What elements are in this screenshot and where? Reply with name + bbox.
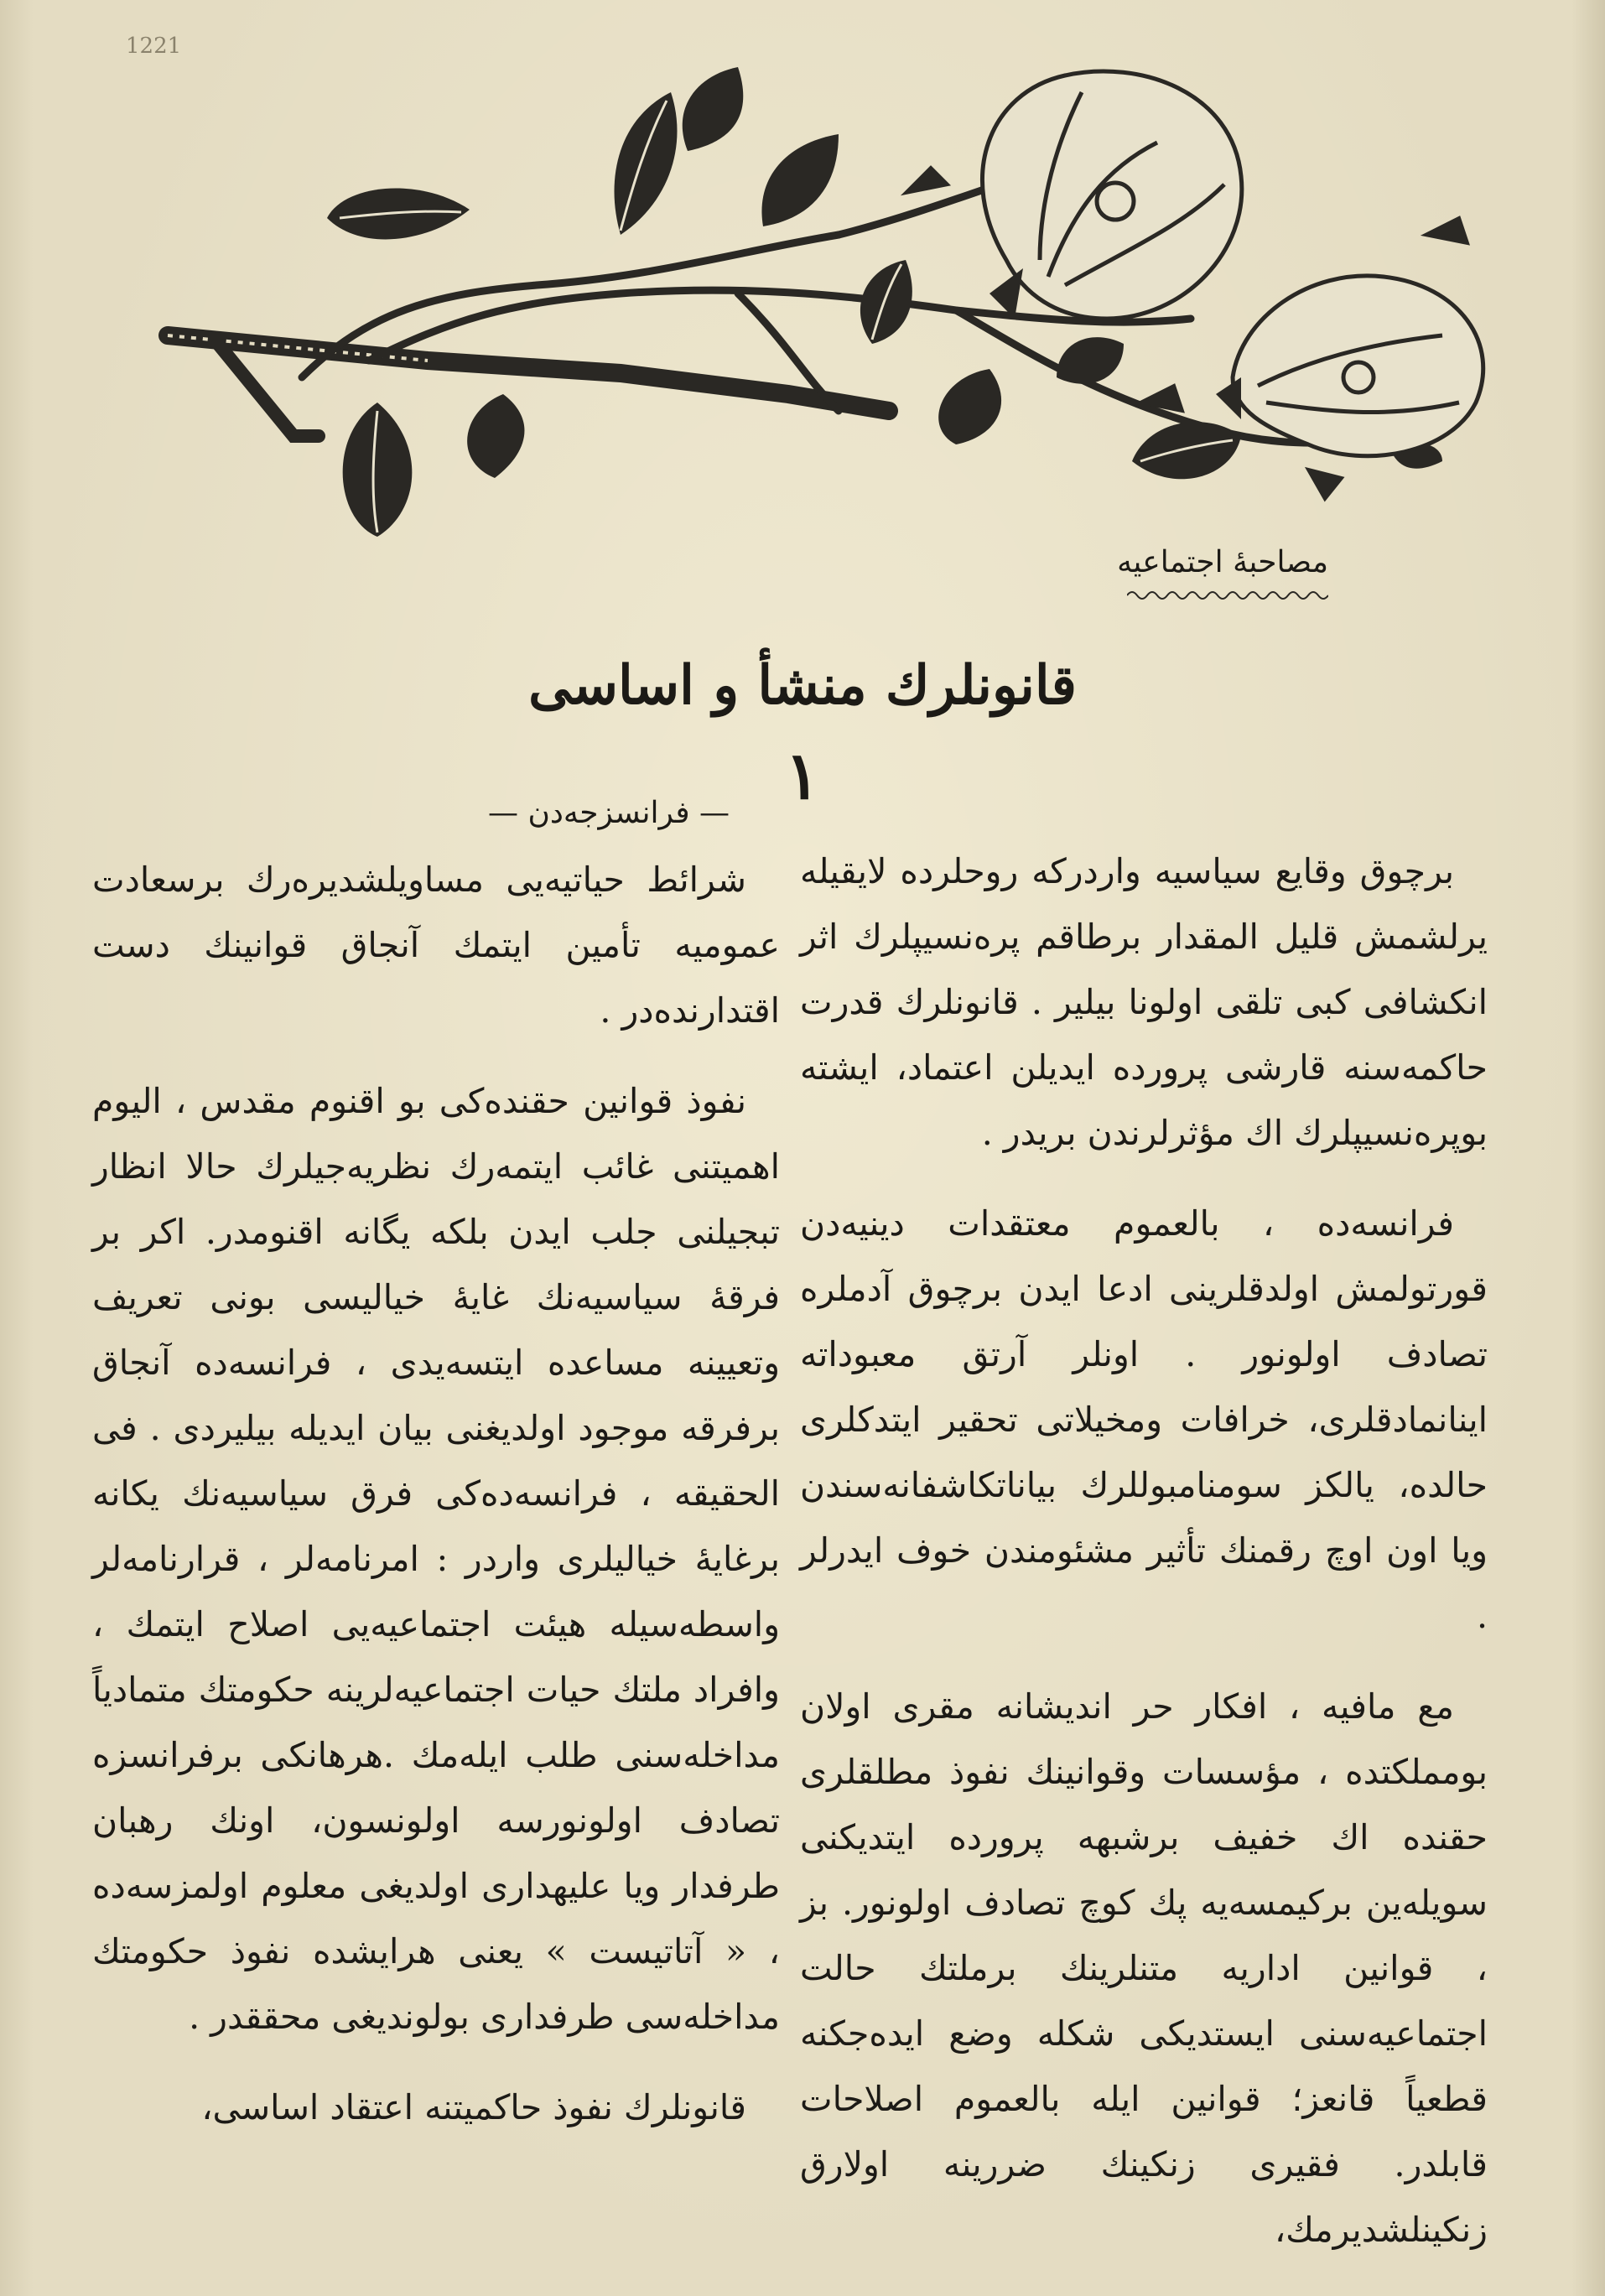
morning-glory-ornament-icon (151, 42, 1509, 545)
paragraph: قانونلرك نفوذ حاكمیتنه اعتقاد اساسی، (201, 2087, 746, 2127)
flower-icon (982, 71, 1241, 319)
paragraph: مع مافیه ، افكار حر اندیشانه مقری اولان بومملكتده ، مؤسسات وقوانینك نفوذ مطلقلری حقنده اك خفیف برشبهه پرورده ایتدیكنی سویله‌ین بركیمسه‌یه پك كوچ تصادف اولونور. بز ، قوانین اداریه متنلرینك برملتك حالت اجتماعیه‌سنی ایستدیكی شكله وضع ایده‌جكنه قطعیاً قانعز؛ قوانین ایله بالعموم اصلاحات قابلدر. فقیری زنكینك ضررینه اولارق زنكینلشدیرمك، (800, 1686, 1488, 2250)
section-label: مصاحبهٔ اجتماعیه (1117, 545, 1328, 579)
paragraph: نفوذ قوانین حقنده‌كی بو اقنوم مقدس ، الیوم اهمیتنی غائب ایتمه‌رك نظریه‌جیلرك حالا انظار تبجیلنی جلب ایدن بلكه یگانه اقنومدر. اكر بر فرقهٔ سیاسیه‌نك غایهٔ خیالیسی بونی تعریف وتعیینه مساعده ایتسه‌یدی ، فرانسه‌ده آنجاق برفرقه موجود اولدیغنی بیان ایدیله بیلیردی . فی الحقیقه ، فرانسه‌ده‌كی فرق سیاسیه‌نك یكانه برغایهٔ خیالیلری واردر : امرنامه‌لر ، قرارنامه‌لر واسطه‌سیله هیئت اجتماعیه‌یی اصلاح ایتمك ، وافراد ملتك حیات اجتماعیه‌لرینه حكومتك متمادیاً مداخله‌سنی طلب ایله‌مك .هرهانكی برفرانسزه تصادف اولونورسه اولونسون، اونك رهبان طرفدار ویا علیهداری اولدیغی معلوم اولمزسه‌ده ، « آتاتیست » یعنی هرایشده نفوذ حكومتك مداخله‌سی طرفداری بولوندیغی محققدر . (92, 1081, 780, 2037)
article-title: قانونلرك منشأ و اساسى (528, 654, 1077, 717)
left-column (92, 788, 780, 2165)
page-number: 1221 (126, 34, 182, 59)
paragraph: شرائط حیاتیه‌یی مساویلشدیره‌رك برسعادت عمومیه تأمین ایتمك آنجاق قوانینك دست اقتدارنده‌در . (92, 860, 780, 1031)
wavy-underline-icon (1127, 589, 1328, 602)
paragraph: فرانسه‌ده ، بالعموم معتقدات دینیه‌دن قورتولمش اولدقلرینی ادعا ایدن برچوق آدملره تصادف اولونور . اونلر آرتق معبوداته اینانمادقلری، خرافات ومخیلاتی تحقیر ایتدكلری حالده، یالكز سومنامبوللرك بیاناتكاشفانه‌سندن ویا اون اوچ رقمنك تأثیر مشئومندن خوف ایدرلر . (800, 1203, 1488, 1636)
right-column (800, 839, 1488, 2288)
branch-icon (168, 335, 889, 436)
paragraph: برچوق وقایع سیاسیه واردركه روحلرده لایقیله یرلشمش قلیل المقدار برطاقم پره‌نسیپلرك اثر انكشافی كبی تلقی اولونا بیلیر . قانونلرك قدرت حاكمه‌سنه قارشی پرورده ایدیلن اعتماد، ایشته بوپره‌نسیپلرك اك مؤثرلرندن بریدر . (800, 851, 1488, 1153)
source-note: — فرانسزجه‌دن — (488, 796, 730, 830)
part-number: ١ (785, 738, 820, 814)
